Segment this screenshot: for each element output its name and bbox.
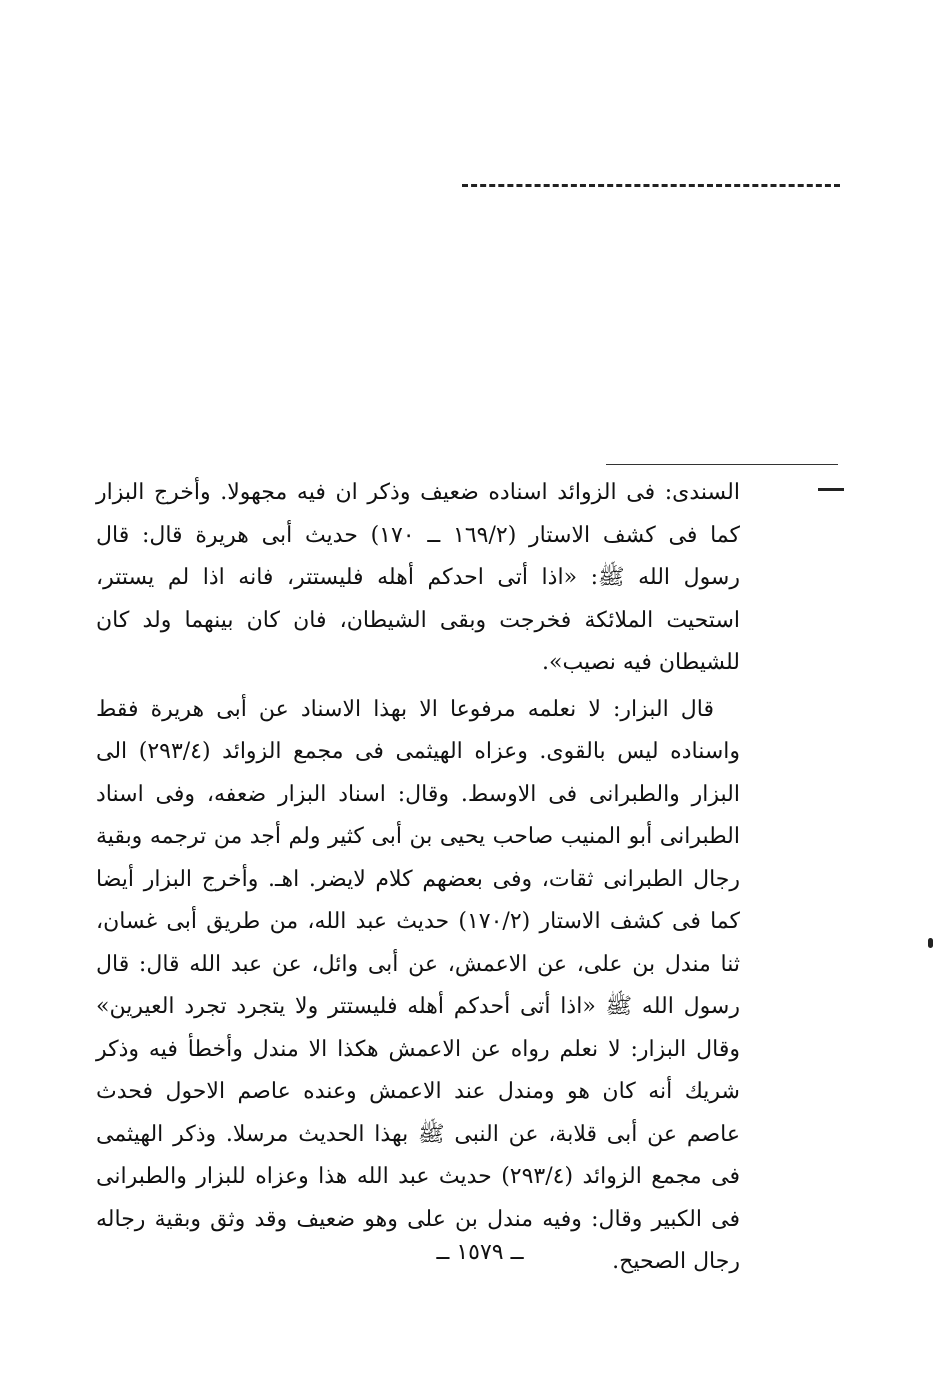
footnote-separator (606, 464, 838, 465)
top-dashed-rule (462, 184, 840, 187)
footnote-paragraph-1: السندى: فى الزوائد اسناده ضعيف وذكر ان فيه مجهولا. وأخرج البزار كما فى كشف الاستار (١٦٩/٢ ــ ١٧٠) حديث أبى هريرة قال: قال رسول الله ﷺ: «اذا أتى احدكم أهله فليستتر، فانه اذا لم يستتر، استحيت الملائكة فخرجت وبقى الشيطان، فان كان بينهما ولد كان للشيطان فيه نصيب». (96, 480, 740, 675)
page-number: ــ ١٥٧٩ ــ (436, 1240, 524, 1265)
footnote-paragraph-2: قال البزار: لا نعلمه مرفوعا الا بهذا الاسناد عن أبى هريرة فقط واسناده ليس بالقوى. وعزاه الهيثمى فى مجمع الزوائد (٢٩٣/٤) الى البزار والطبرانى فى الاوسط. وقال: اسناد البزار ضعفه، وفى اسناد الطبرانى أبو المنيب صاحب يحيى بن أبى كثير ولم أجد من ترجمه وبقية رجال الطبرانى ثقات، وفى بعضهم كلام لايضر. اهـ. وأخرج البزار أيضا كما فى كشف الاستار (١٧٠/٢) حديث عبد الله، من طريق أبى غسان، ثنا مندل بن على، عن الاعمش، عن أبى وائل، عن عبد الله قال: قال رسول الله ﷺ «اذا أتى أحدكم أهله فليستتر ولا يتجرد تجرد العيرين» وقال البزار: لا نعلم رواه عن الاعمش هكذا الا مندل وأخطأ فيه وذكر شريك أنه كان هو ومندل عند الاعمش وعنده عاصم الاحول فحدث عاصم عن أبى قلابة، عن النبى ﷺ بهذا الحديث مرسلا. وذكر الهيثمى فى مجمع الزوائد (٢٩٣/٤) حديث عبد الله هذا وعزاه للبزار والطبرانى فى الكبير وقال: وفيه مندل بن على وهو ضعيف وقد وثق وبقية رجاله رجال الصحيح. (96, 696, 741, 1274)
footnote-block (96, 472, 740, 1284)
margin-mark (928, 938, 933, 948)
footnote-marker-dash (818, 488, 844, 491)
